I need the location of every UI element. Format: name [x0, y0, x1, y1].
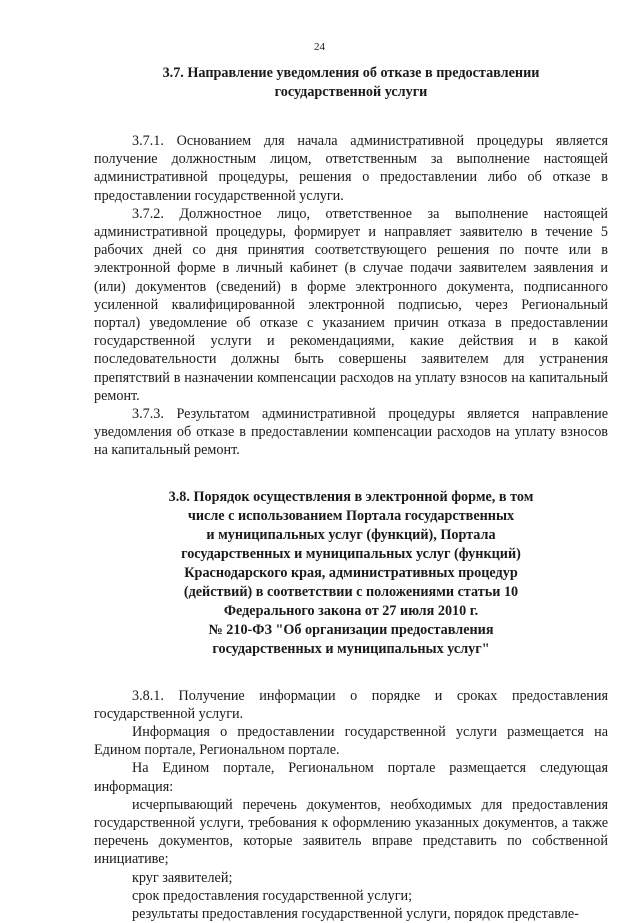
- heading-line: и муниципальных услуг (функций), Портала: [206, 526, 496, 543]
- paragraph-info-placement: Информация о предоставлении государственной услуги размещается на Едином портале, Региональном портале.: [94, 724, 608, 759]
- heading-line: числе с использованием Портала государственных: [187, 507, 515, 524]
- paragraph-3-7-1: 3.7.1. Основанием для начала административной процедуры является получение должностным лицом, ответственным за выполнение настоящей административной процедуры, решения о предоставлении либо об отказе в предоставлении государственной услуги.: [94, 133, 608, 204]
- section-3-8-heading: [94, 488, 608, 659]
- list-item-documents: исчерпывающий перечень документов, необходимых для предоставления государственной услуги, требования к оформлению указанных документов, а также перечень документов, которые заявитель вправе представить по собственной инициативе;: [94, 796, 608, 868]
- list-item-applicants: круг заявителей;: [132, 869, 233, 886]
- heading-line: (действий) в соответствии с положениями статьи 10: [183, 583, 519, 600]
- page-number: 24: [314, 41, 325, 53]
- list-item-term: срок предоставления государственной услуги;: [132, 887, 413, 904]
- section-3-7-heading: [94, 64, 608, 102]
- heading-line: Краснодарского края, административных процедур: [184, 564, 518, 581]
- heading-line: Федерального закона от 27 июля 2010 г.: [223, 602, 479, 619]
- list-item-results: результаты предоставления государственной услуги, порядок представле-: [132, 906, 579, 923]
- heading-line: 3.7. Направление уведомления об отказе в предоставлении: [162, 65, 540, 81]
- paragraph-3-7-2: 3.7.2. Должностное лицо, ответственное за выполнение настоящей административной процедуры, формирует и направляет заявителю в течение 5 рабочих дней со дня принятия соответствующего решения по почте или в электронной форме в личный кабинет (в случае подачи заявителем заявления и (или) документов (сведений) в форме электронного документа, подписанного усиленной квалифицированной электронной подписью, через Региональный портал) уведомление об отказе с указанием причин отказа в предоставлении государственной услуги и рекомендациями, какие действия и в какой последовательности должны быть совершены заявителем для устранения препятствий в назначении компенсации расходов на уплату взносов на капитальный ремонт.: [94, 205, 608, 404]
- heading-line: государственных и муниципальных услуг": [212, 640, 490, 657]
- heading-line: № 210-ФЗ "Об организации предоставления: [208, 621, 494, 638]
- document-body: [94, 64, 608, 923]
- heading-line: государственных и муниципальных услуг (функций): [181, 545, 521, 562]
- heading-line: 3.8. Порядок осуществления в электронной форме, в том: [168, 488, 534, 505]
- paragraph-3-8-1: 3.8.1. Получение информации о порядке и сроках предоставления государственной услуги.: [94, 687, 608, 722]
- heading-line: государственной услуги: [274, 84, 428, 100]
- paragraph-3-7-3: 3.7.3. Результатом административной процедуры является направление уведомления об отказе в предоставлении компенсации расходов на уплату взносов на капитальный ремонт.: [94, 406, 608, 459]
- paragraph-info-list-intro: На Едином портале, Региональном портале размещается следующая информация:: [94, 760, 608, 795]
